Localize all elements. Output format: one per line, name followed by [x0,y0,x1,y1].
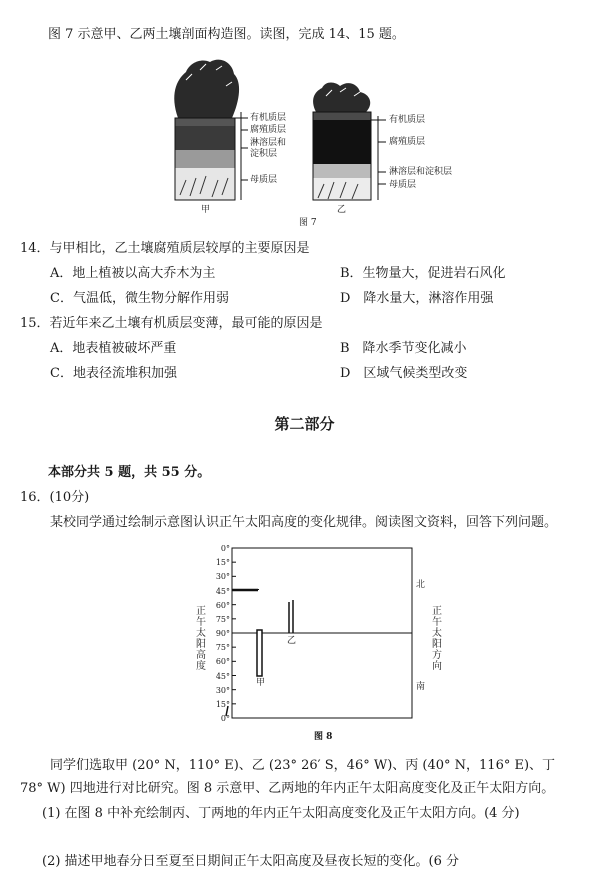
q16-sub1: (1) 在图 8 中补充绘制丙、丁两地的年内正午太阳高度变化及正午太阳方向。(4 分) [42,806,520,821]
q16-para-line2: 78° W) 四地进行对比研究。图 8 示意甲、乙两地的年内正午太阳高度变化及正午太阳方向。 [20,781,555,796]
fig8-tick-label: 60° [215,600,230,610]
yi-layer-parent: 母质层 [389,180,417,190]
q16-para-line1: 同学们选取甲 (20° N，110° E)、乙 (23° 26′ S，46° W)、丙 (40° N，116° E)、丁 [50,758,556,773]
q16-intro: 某校同学通过绘制示意图认识正午太阳高度的变化规律。阅读图文资料，回答下列问题。 [50,515,558,530]
fig8-diagram [0,540,609,760]
section-note: 本部分共 5 题，共 55 分。 [48,465,211,480]
yi-layer-eluvial: 淋溶层和淀积层 [389,167,453,177]
fig8-tick-label: 30° [215,685,230,695]
fig8-left-axis-label: 正午太阳高度 [196,606,206,672]
fig8-south-label: 南 [416,682,426,692]
q15-option-a: A．地表植被破坏严重 [50,341,177,356]
yi-layer-organic: 有机质层 [389,115,426,125]
jia-layer-humus: 腐殖质层 [250,125,287,135]
q14-option-d: D 降水量大，淋溶作用强 [340,291,494,306]
fig8-tick-label: 30° [215,572,230,582]
jia-layer-parent: 母质层 [250,175,278,185]
yi-profile [313,83,386,201]
q15-stem: 15．若近年来乙土壤有机质层变薄，最可能的原因是 [20,316,323,331]
jia-layer-eluvial-2: 淀积层 [250,149,278,159]
fig8-tick-label: 0° [220,544,230,553]
fig7-caption: 图 7 [299,218,317,228]
jia-layer-organic: 有机质层 [250,113,287,123]
q16-sub2: (2) 描述甲地春分日至夏至日期间正午太阳高度及昼夜长短的变化。(6 分 [42,854,460,869]
jia-layer-eluvial-1: 淋溶层和 [250,138,287,148]
fig8-tick-label: 75° [215,614,230,624]
yi-layer-humus: 腐殖质层 [389,137,426,147]
fig8-north-label: 北 [416,580,426,590]
fig8-tick-label: 90° [215,629,230,638]
fig7-soil-profiles [0,0,609,240]
fig8-tick-label: 60° [215,657,230,667]
q15-option-c: C．地表径流堆积加强 [50,366,177,381]
fig8-yi-label: 乙 [287,636,297,646]
jia-profile [174,60,248,200]
q14-stem: 14．与甲相比，乙土壤腐殖质层较厚的主要原因是 [20,241,310,256]
fig7-jia-label: 甲 [201,205,211,215]
q15-option-b: B 降水季节变化减小 [340,341,467,356]
q14-option-a: A．地上植被以高大乔木为主 [50,266,216,281]
fig8-jia-label: 甲 [256,678,266,688]
section-title: 第二部分 [274,415,335,433]
fig8-tick-label: 15° [215,558,230,568]
q16-number: 16．(10分) [20,490,90,505]
q15-option-d: D 区域气候类型改变 [340,366,468,381]
fig7-yi-label: 乙 [337,205,347,215]
fig8-tick-label: 45° [215,586,230,596]
fig8-tick-label: 45° [215,671,230,681]
q14-option-b: B．生物量大，促进岩石风化 [340,266,506,281]
fig8-tick-label: 0° [220,714,230,723]
q14-option-c: C．气温低，微生物分解作用弱 [50,291,229,306]
fig8-caption: 图 8 [314,732,333,742]
fig7-intro: 图 7 示意甲、乙两土壤剖面构造图。读图，完成 14、15 题。 [48,27,405,42]
fig8-tick-label: 15° [215,699,230,709]
fig8-right-axis-label: 正午太阳方向 [432,606,442,672]
fig8-tick-label: 75° [215,643,230,653]
